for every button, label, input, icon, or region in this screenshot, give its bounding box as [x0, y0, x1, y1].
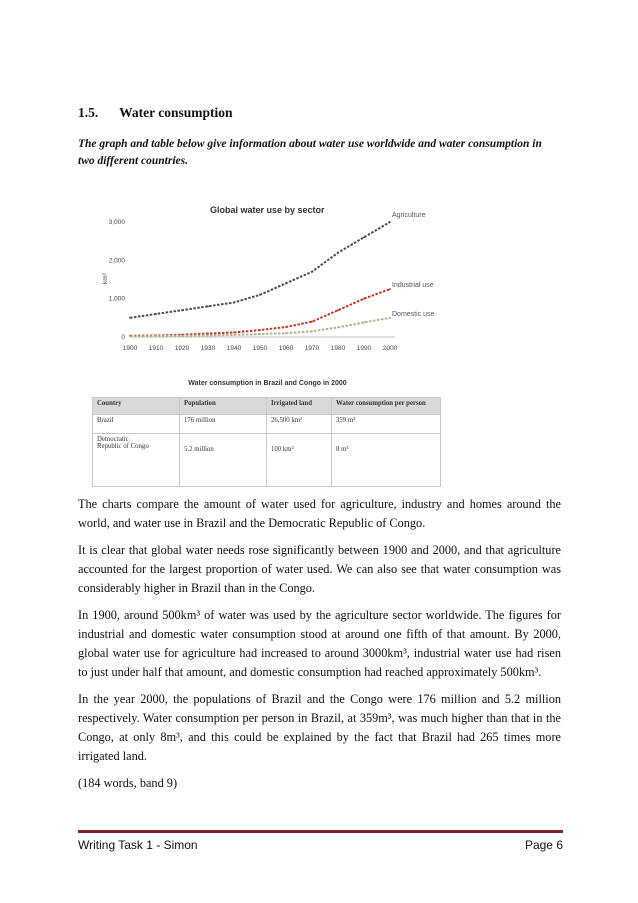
table-cell: Democratic Republic of Congo — [93, 434, 180, 487]
data-point — [233, 302, 235, 304]
x-tick-label: 1970 — [304, 345, 320, 352]
y-tick-label: 3,000 — [108, 219, 125, 226]
data-point — [389, 221, 391, 223]
section-number: 1.5. — [78, 105, 99, 120]
x-tick-label: 1910 — [148, 345, 164, 352]
data-point — [233, 332, 235, 334]
table-cell: 359 m³ — [332, 415, 441, 434]
data-point — [337, 252, 339, 254]
data-point — [259, 329, 261, 331]
data-point — [129, 317, 131, 319]
table-row — [93, 434, 441, 487]
data-point — [207, 305, 209, 307]
data-point — [259, 333, 261, 335]
paragraph: The charts compare the amount of water used for agriculture, industry and homes around the world, and water use in Brazil and the Democratic Republic of Congo. — [78, 497, 561, 530]
table-cell: 26,500 km² — [267, 415, 332, 434]
y-axis-label: km³ — [102, 273, 109, 284]
y-tick-label: 2,000 — [108, 257, 125, 265]
table-header-row — [93, 398, 441, 415]
table-cell: 176 million — [180, 415, 267, 434]
data-point — [181, 335, 183, 337]
data-point — [207, 333, 209, 335]
data-point — [311, 271, 313, 273]
chart-title: Global water use by sector — [210, 205, 325, 215]
series-line-industrial-use — [130, 289, 390, 336]
data-point — [311, 321, 313, 323]
series-label: Domestic use — [392, 310, 435, 318]
table-caption: Water consumption in Brazil and Congo in 2000 — [188, 380, 347, 387]
data-point — [285, 332, 287, 334]
section-title: Water consumption — [119, 105, 233, 120]
data-point — [363, 236, 365, 238]
data-point — [233, 334, 235, 336]
table-cell: 5.2 million — [180, 434, 267, 487]
data-point — [207, 335, 209, 337]
word-count-note: (184 words, band 9) — [78, 776, 178, 790]
x-tick-label: 1940 — [226, 345, 242, 352]
table-row — [93, 415, 441, 434]
x-tick-label: 1980 — [330, 345, 346, 352]
x-tick-label: 1950 — [252, 345, 268, 352]
paragraph: It is clear that global water needs rose significantly between 1900 and 2000, and that agriculture accounted for the largest proportion of water used. We can also see that water consumption was considerably higher in Brazil than in the Congo. — [78, 543, 561, 595]
footer-title: Writing Task 1 - Simon — [78, 838, 198, 852]
data-point — [285, 326, 287, 328]
data-point — [389, 317, 391, 319]
section-heading — [78, 105, 233, 121]
column-header-population: Population — [180, 398, 267, 415]
data-point — [337, 327, 339, 329]
data-point — [285, 282, 287, 284]
paragraph: In 1900, around 500km³ of water was used by the agriculture sector worldwide. The figures for industrial and domestic water consumption stood at around one fifth of that amount. By 2000, global water use for agriculture had increased to around 3000km³, industrial water use had risen to just under half that amount, and domestic consumption had reached approximately 500km³. — [78, 608, 561, 679]
table-cell: Brazil — [93, 415, 180, 434]
data-point — [181, 309, 183, 311]
data-point — [337, 309, 339, 311]
series-label: Agriculture — [392, 212, 426, 219]
data-point — [259, 294, 261, 296]
data-point — [155, 335, 157, 337]
column-header-irrigated-land: Irrigated land — [267, 398, 332, 415]
x-tick-label: 1960 — [278, 345, 294, 352]
table-cell: 100 km² — [267, 434, 332, 487]
body-text — [78, 495, 561, 801]
footer-divider — [78, 830, 563, 833]
data-point — [389, 288, 391, 290]
page-number: Page 6 — [524, 838, 563, 852]
data-point — [363, 322, 365, 324]
line-chart — [95, 196, 445, 366]
column-header-country: Country — [93, 398, 180, 415]
paragraph: In the year 2000, the populations of Brazil and the Congo were 176 million and 5.2 million respectively. Water consumption per person in Brazil, at 359m³, was much higher than that in the Congo, at only 8m³, and this could be explained by the fact that Brazil had 265 times more irrigated land. — [78, 692, 561, 763]
table-cell: 8 m³ — [332, 434, 441, 487]
water-consumption-table — [92, 397, 441, 487]
series-label: Industrial use — [392, 282, 434, 290]
y-tick-label: 1,000 — [108, 295, 125, 303]
data-point — [129, 336, 131, 338]
data-point — [155, 313, 157, 315]
x-tick-label: 1990 — [356, 345, 372, 352]
x-tick-label: 2000 — [382, 345, 398, 352]
data-point — [311, 330, 313, 332]
intro-text: The graph and table below give information about water use worldwide and water consumption in two different countries. — [78, 138, 542, 167]
x-tick-label: 1930 — [200, 345, 216, 352]
data-point — [363, 298, 365, 300]
column-header-water-per-person: Water consumption per person — [332, 398, 441, 415]
x-tick-label: 1920 — [174, 345, 190, 352]
x-tick-label: 1900 — [122, 345, 138, 352]
y-tick-label: 0 — [121, 334, 125, 341]
